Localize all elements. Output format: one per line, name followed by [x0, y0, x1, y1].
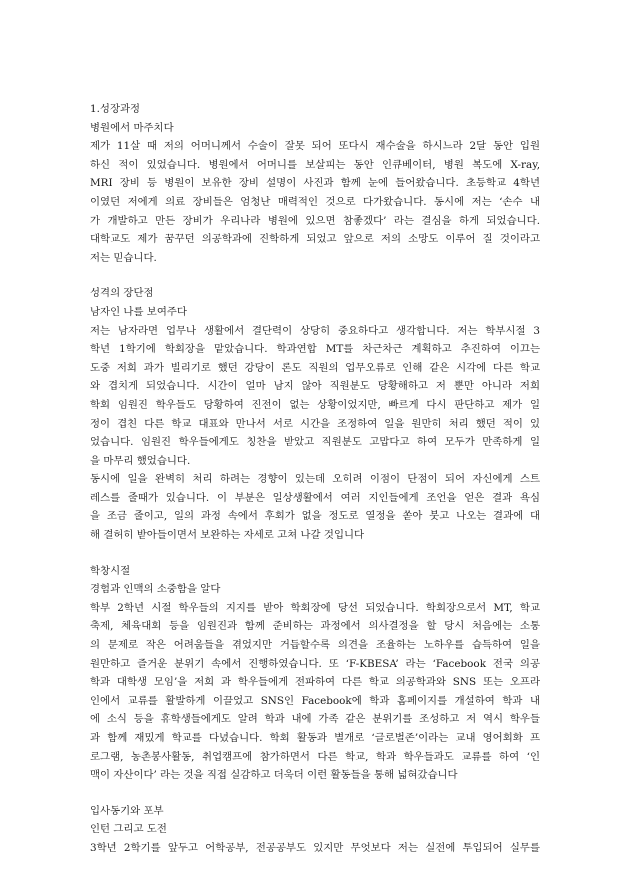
section-subheading: 인턴 그리고 도전: [90, 823, 167, 836]
section-subheading: 남자인 나를 보여주다: [90, 305, 187, 318]
text-line: 의 문제로 작은 어려움들을 겪었지만 거듭할수록 의견을 조율하는 노하우를 습득하여 일을: [90, 639, 540, 652]
section: [90, 802, 540, 858]
text-line: 도중 저희 과가 빌리기로 했던 강당이 론도 직원의 업무오류로 인해 같은 시각에 다른 학교: [90, 361, 540, 374]
text-line: 가 개발하고 만든 장비가 우리나라 병원에 있으면 참좋겠다’ 라는 결심을 하게 되었습니다.: [90, 214, 540, 227]
text-line: 제가 11살 때 저의 어머니께서 수술이 잘못 되어 또다시 재수술을 하시느라 2달 동안 입원: [90, 140, 540, 153]
text-line: 맥이 자산이다’ 라는 것을 직접 실감하고 더욱더 이런 활동들을 통해 넓혀갔습니다: [90, 769, 458, 782]
text-line: 대학교도 제가 꿈꾸던 의공학과에 진학하게 되었고 앞으로 저의 소망도 이루어 질 것이라고: [90, 233, 540, 246]
section-paragraph: [90, 137, 540, 267]
text-line: 동시에 일을 완벽히 처리 하려는 경향이 있는데 오히려 이점이 단점이 되어 자신에게 스트: [90, 473, 540, 486]
text-line: 과 함께 재밌게 학교를 다녔습니다. 학회 활동과 별개로 ‘글로벌존’이라는 교내 영어회화 프: [90, 732, 540, 744]
text-line: 원만하고 즐거운 분위기 속에서 진행하였습니다. 또 ‘F-KBESA’ 라는 ‘Facebook 전국 의공: [90, 657, 540, 670]
text-line: 인에서 교류를 활발하게 이끌었고 SNS인 Facebook에 학과 홈페이지를 개설하여 학과 내: [90, 694, 540, 707]
text-line: MRI 장비 등 병원이 보유한 장비 설명이 사진과 함께 눈에 들어왔습니다. 초등학교 4학년: [90, 177, 540, 190]
text-line: 을 마무리 했었습니다.: [90, 454, 191, 467]
text-line: 학년 1학기에 학회장을 맡았습니다. 학과연합 MT를 차근차근 계획하고 추진하여 이끄는: [90, 343, 540, 356]
text-line: 로그램, 농촌봉사활동, 취업캠프에 참가하면서 다른 학교, 학과 학우들과도 교류를 하여 ‘인: [90, 750, 540, 763]
section: [90, 284, 540, 544]
text-line: 이였던 저에게 의료 장비들은 엄청난 매력적인 것으로 다가왔습니다. 동시에 저는 ‘손수 내: [90, 195, 540, 208]
text-line: 축제, 체육대회 등을 임원진과 함께 준비하는 과정에서 의사결정을 할 당시 처음에는 소통: [90, 620, 540, 633]
section-heading: 성격의 장단점: [90, 287, 154, 300]
section-heading: 1.성장과정: [90, 103, 141, 115]
text-line: 하신 적이 있었습니다. 병원에서 어머니를 보살피는 동안 인큐베이터, 병원 복도에 X-ray,: [90, 158, 540, 171]
text-line: 저는 남자라면 업무나 생활에서 결단력이 상당히 중요하다고 생각합니다. 저는 학부시절 3: [90, 324, 540, 337]
text-line: 와 겹치게 되었습니다. 시간이 얼마 남지 않아 직원분도 당황해하고 저 뿐만 아니라 저희: [90, 380, 540, 393]
text-line: 레스를 줄때가 있습니다. 이 부분은 일상생활에서 여러 지인들에게 조언을 얻은 결과 욕심: [90, 491, 540, 504]
text-line: 해 결허히 받아들이면서 보완하는 자세로 고쳐 나갈 것입니다: [90, 529, 365, 542]
section-heading: 입사동기와 포부: [90, 804, 164, 817]
text-line: 3학년 2학기를 앞두고 어학공부, 전공공부도 있지만 무엇보다 저는 실전에 투입되어 실무를: [90, 841, 540, 854]
text-line: 학과 대학생 모임’을 저희 과 학우들에게 전파하여 다른 학교 의공학과와 SNS 또는 오프라: [90, 676, 540, 689]
section-heading: 학창시절: [90, 564, 131, 577]
text-line: 에 소식 등을 휴학생들에게도 알려 학과 내에 가족 같은 분위기를 조성하고 저 역시 학우들: [90, 713, 540, 726]
section-paragraph: [90, 322, 540, 545]
section-subheading: 병원에서 마주치다: [90, 121, 174, 134]
text-line: 었습니다. 임원진 학우들에게도 칭찬을 받았고 직원분도 고맙다고 하여 모두가 만족하게 일: [90, 436, 540, 449]
section-subheading: 경험과 인맥의 소중함을 알다: [90, 583, 221, 596]
document-body: [90, 100, 540, 875]
section-paragraph: [90, 839, 540, 858]
section-paragraph: [90, 599, 540, 785]
section: [90, 100, 540, 267]
section: [90, 562, 540, 785]
text-line: 저는 믿습니다.: [90, 251, 157, 264]
text-line: 학회 임원진 학우들도 당황하여 진전이 없는 상황이었지만, 빠르게 다시 판단하고 제가 일: [90, 398, 540, 411]
text-line: 학부 2학년 시절 학우들의 지지를 받아 학회장에 당선 되었습니다. 학회장으로서 MT, 학교: [90, 601, 540, 614]
text-line: 정이 겹친 다른 학교 대표와 만나서 서로 시간을 조정하여 일을 원만히 처리 했던 적이 있: [90, 417, 540, 430]
text-line: 을 조금 줄이고, 일의 과정 속에서 후회가 없을 정도로 열정을 쏟아 붓고 나오는 결과에 대: [90, 510, 540, 523]
